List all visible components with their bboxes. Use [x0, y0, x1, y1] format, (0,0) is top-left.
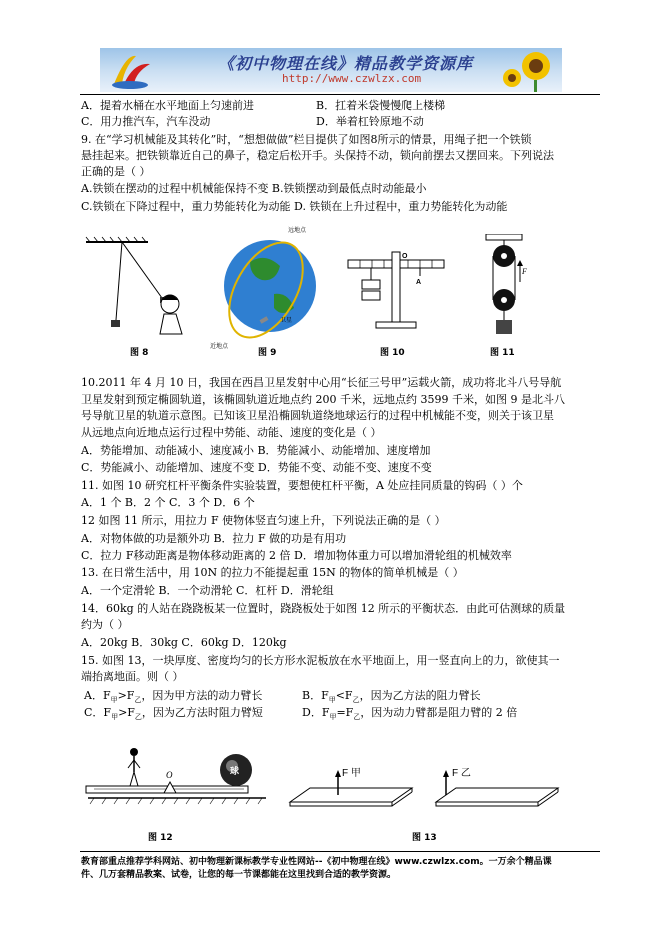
header-banner [100, 48, 562, 92]
q10-stem-2: 卫星发射到预定椭圆轨道，该椭圆轨道近地点约 200 千米，远地点约 3599 千米，如图 9 是北斗八 [81, 393, 565, 406]
footer-line-2: 件、几万套精品教案、试卷，让您的每一节课都能在这里找到合适的教学资源。 [81, 870, 397, 880]
q11-stem: 11. 如图 10 研究杠杆平衡条件实验装置，要想使杠杆平衡，A 处应挂同质量的钩码（ ）个 [81, 479, 523, 492]
figure-12-seesaw [84, 746, 274, 810]
footer-line-1: 教育部重点推荐学科网站、初中物理新课标教学专业性网站--《初中物理在线》www.czwlzx.com。一万余个精品课 [81, 857, 552, 867]
figure-13-slabs [286, 764, 576, 810]
pivot-o-label: O [402, 253, 408, 260]
q8-option-c: C．用力推汽车，汽车没动 [81, 115, 211, 128]
q10-stem-1: 10.2011 年 4 月 10 日，我国在西昌卫星发射中心用“长征三号甲”运载火箭，成功将北斗八号导航 [81, 376, 562, 389]
q8-option-b: B．扛着米袋慢慢爬上楼梯 [316, 99, 446, 112]
q15-stem-1: 15. 如图 13，一块厚度、密度均匀的长方形水泥板放在水平地面上，用一竖直向上的力，欲使其一 [81, 654, 560, 667]
ball-label: 球 [230, 767, 240, 777]
q13-stem: 13. 在日常生活中，用 10N 的拉力不能提起重 15N 的物体的简单机械是（ ） [81, 566, 464, 579]
q14-options: A．20kg B．30kg C．60kg D．120kg [81, 636, 287, 649]
apogee-label: 远地点 [288, 228, 307, 234]
q10-options-cd: C．势能减小、动能增加、速度不变 D．势能不变、动能不变、速度不变 [81, 461, 432, 474]
sunflower-image [500, 48, 562, 92]
q14-stem-1: 14．60kg 的人站在跷跷板某一位置时，跷跷板处于如图 12 所示的平衡状态．由此可估测球的质量 [81, 602, 566, 615]
figure-11-pulley [480, 234, 530, 342]
q12-options-ab: A．对物体做的功是额外功 B．拉力 F 做的功是有用功 [81, 532, 347, 545]
footer-rule [80, 851, 600, 852]
figure-13-caption: 图 13 [412, 833, 437, 843]
q9-options-ab: A.铁锁在摆动的过程中机械能保持不变 B.铁锁摆动到最低点时动能最小 [81, 182, 427, 195]
q15-stem-2: 端抬离地面。则（ ） [81, 670, 184, 683]
q15-option-d: D．$F_甲=F_乙$，因为动力臂都是阻力臂的 2 倍 [302, 706, 518, 722]
q15-option-c: C．$F_甲>F_乙$，因为乙方法时阻力臂短 [84, 706, 263, 722]
pivot-label: O [166, 770, 173, 780]
figure-12-caption: 图 12 [148, 833, 173, 843]
q8-option-a: A．提着水桶在水平地面上匀速前进 [81, 99, 254, 112]
q10-stem-4: 从远地点向近地点运行过程中势能、动能、速度的变化是（ ） [81, 426, 382, 439]
q13-options: A．一个定滑轮 B．一个动滑轮 C．杠杆 D．滑轮组 [81, 584, 334, 597]
perigee-label: 近地点 [210, 344, 229, 350]
figure-9-caption: 图 9 [258, 348, 277, 358]
figure-10-lever [346, 246, 446, 336]
satellite-label: 卫星 [280, 318, 293, 324]
q8-option-d: D．举着杠铃原地不动 [316, 115, 424, 128]
q12-stem: 12 如图 11 所示，用拉力 F 使物体竖直匀速上升，下列说法正确的是（ ） [81, 514, 446, 527]
figure-8-caption: 图 8 [130, 348, 149, 358]
q9-stem-3: 正确的是（ ） [81, 165, 151, 178]
q15-option-b: B．$F_甲<F_乙$，因为乙方法的阻力臂长 [302, 689, 481, 705]
header-rule [80, 94, 600, 95]
q11-options: A．1 个 B．2 个 C．3 个 D．6 个 [81, 496, 255, 509]
site-logo [106, 50, 156, 90]
figure-8-pendulum [82, 234, 192, 344]
force-fjia-label: F 甲 [342, 768, 361, 779]
q15-option-a: A．$F_甲>F_乙$，因为甲方法的动力臂长 [84, 689, 263, 705]
site-title: 《初中物理在线》精品教学资源库 [218, 54, 474, 73]
q12-options-cd: C．拉力 F移动距离是物体移动距离的 2 倍 D．增加物体重力可以增加滑轮组的机械效率 [81, 549, 512, 562]
site-url[interactable]: http://www.czwlzx.com [282, 72, 422, 85]
q9-stem-1: 9. 在“学习机械能及其转化”时，“想想做做”栏目提供了如图8所示的情景，用绳子把一个铁锁 [81, 133, 532, 146]
q10-options-ab: A．势能增加、动能减小、速度减小 B．势能减小、动能增加、速度增加 [81, 444, 431, 457]
force-f-label: F [522, 267, 527, 276]
force-fyi-label: F 乙 [452, 768, 471, 779]
q9-stem-2: 悬挂起来。把铁锁靠近自己的鼻子，稳定后松开手。头保持不动，锁向前摆去又摆回来。下列说法 [81, 149, 554, 162]
figure-11-caption: 图 11 [490, 348, 515, 358]
q9-options-cd: C.铁锁在下降过程中，重力势能转化为动能 D. 铁锁在上升过程中，重力势能转化为动能 [81, 200, 508, 213]
figure-10-caption: 图 10 [380, 348, 405, 358]
q14-stem-2: 约为（ ） [81, 618, 129, 631]
point-a-label: A [416, 279, 422, 286]
figure-9-orbit [210, 222, 318, 354]
q10-stem-3: 号导航卫星的轨道示意图。已知该卫星沿椭圆轨道绕地球运行的过程中机械能不变，则关于该卫星 [81, 409, 554, 422]
